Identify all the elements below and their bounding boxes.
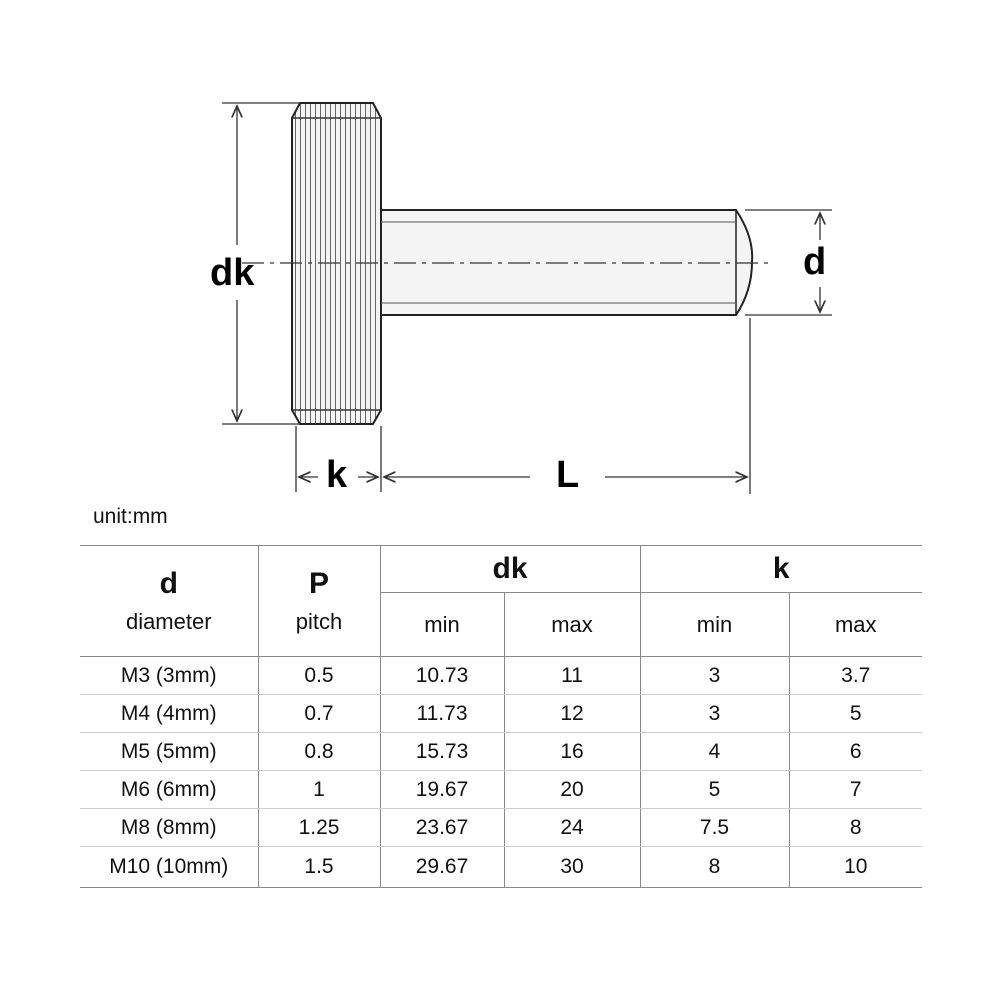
header-d-sub: diameter [125, 609, 212, 634]
dk-label: dk [210, 252, 255, 294]
header-dk: dk [380, 546, 640, 593]
cell-p: 1 [258, 771, 380, 809]
cell-d: M10 (10mm) [80, 847, 258, 888]
header-dk-min: min [380, 593, 504, 657]
table-row [80, 657, 922, 695]
cell-dk-max: 16 [504, 733, 640, 771]
cell-k-max: 8 [789, 809, 922, 847]
cell-dk-min: 15.73 [380, 733, 504, 771]
header-d: d [159, 567, 178, 600]
header-d-cell [80, 546, 258, 657]
cell-dk-max: 20 [504, 771, 640, 809]
cell-p: 0.8 [258, 733, 380, 771]
table-row [80, 847, 922, 888]
cell-k-min: 5 [640, 771, 789, 809]
cell-k-min: 3 [640, 657, 789, 695]
cell-k-min: 3 [640, 695, 789, 733]
header-p-sub: pitch [295, 609, 343, 634]
cell-p: 1.25 [258, 809, 380, 847]
cell-k-min: 8 [640, 847, 789, 888]
cell-dk-max: 12 [504, 695, 640, 733]
cell-dk-max: 24 [504, 809, 640, 847]
cell-k-min: 7.5 [640, 809, 789, 847]
table-row [80, 695, 922, 733]
cell-dk-max: 11 [504, 657, 640, 695]
k-label: k [326, 454, 348, 496]
cell-d: M4 (4mm) [80, 695, 258, 733]
cell-dk-min: 11.73 [380, 695, 504, 733]
cell-k-min: 4 [640, 733, 789, 771]
cell-p: 0.7 [258, 695, 380, 733]
header-dk-max: max [504, 593, 640, 657]
cell-dk-min: 10.73 [380, 657, 504, 695]
unit-label: unit:mm [93, 505, 168, 528]
cell-d: M6 (6mm) [80, 771, 258, 809]
cell-k-max: 6 [789, 733, 922, 771]
header-p: P [308, 567, 329, 600]
cell-k-max: 10 [789, 847, 922, 888]
header-p-cell [258, 546, 380, 657]
cell-k-max: 7 [789, 771, 922, 809]
cell-dk-min: 19.67 [380, 771, 504, 809]
cell-d: M8 (8mm) [80, 809, 258, 847]
spec-table [80, 545, 922, 888]
cell-dk-max: 30 [504, 847, 640, 888]
cell-d: M5 (5mm) [80, 733, 258, 771]
d-label: d [803, 241, 827, 283]
header-k: k [640, 546, 922, 593]
cell-p: 1.5 [258, 847, 380, 888]
cell-dk-min: 29.67 [380, 847, 504, 888]
cell-d: M3 (3mm) [80, 657, 258, 695]
table-row [80, 733, 922, 771]
header-k-max: max [789, 593, 922, 657]
table-row [80, 809, 922, 847]
cell-k-max: 3.7 [789, 657, 922, 695]
cell-p: 0.5 [258, 657, 380, 695]
cell-dk-min: 23.67 [380, 809, 504, 847]
table-row [80, 771, 922, 809]
header-k-min: min [640, 593, 789, 657]
cell-k-max: 5 [789, 695, 922, 733]
l-label: L [556, 454, 580, 496]
